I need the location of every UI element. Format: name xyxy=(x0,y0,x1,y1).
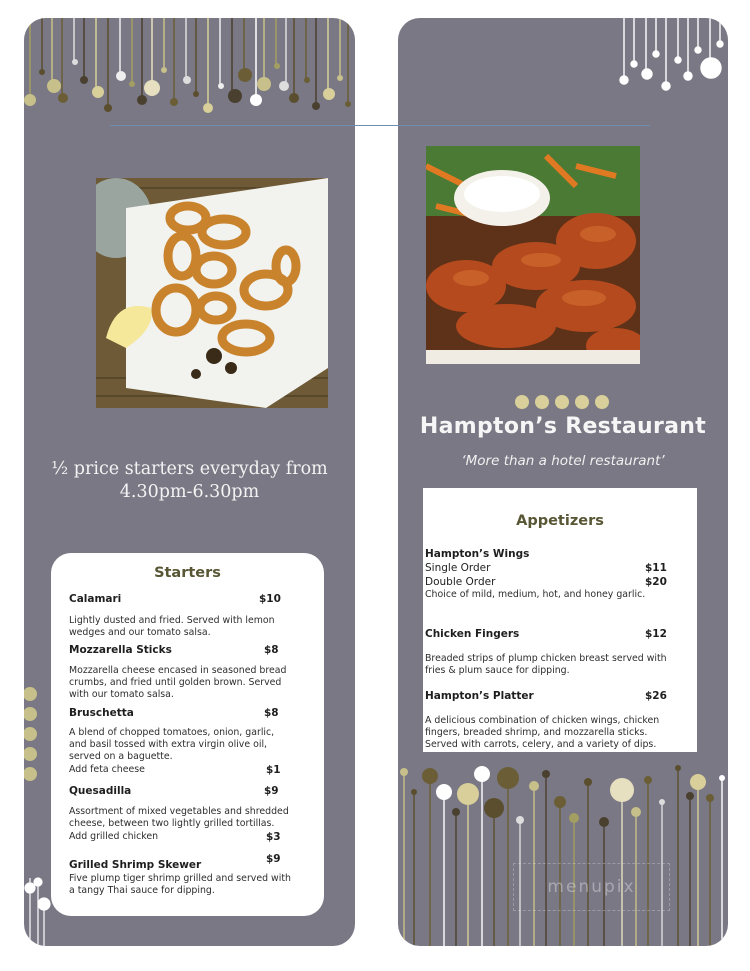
promo-line-1: ½ price starters everyday from xyxy=(51,459,328,479)
item-shrimp-price: $9 xyxy=(266,853,281,865)
starters-title: Starters xyxy=(154,565,221,581)
dot-1 xyxy=(515,395,529,409)
dot-3 xyxy=(555,395,569,409)
item-platter-desc-2: fingers, breaded shrimp, and mozzarella sticks. xyxy=(425,727,648,738)
standing-dots-decoration-bottom xyxy=(398,758,728,946)
item-bruschetta-addon-price: $1 xyxy=(266,764,281,776)
item-bruschetta-desc-2: and basil tossed with extra virgin olive oil, xyxy=(69,739,268,750)
item-quesadilla-addon-price: $3 xyxy=(266,831,281,843)
item-mozzarella-desc-3: with our tomato salsa. xyxy=(69,689,174,700)
calamari-photo xyxy=(96,178,328,408)
promo-line-2: 4.30pm-6.30pm xyxy=(119,482,260,502)
item-platter-name: Hampton’s Platter xyxy=(425,690,534,702)
item-calamari-name: Calamari xyxy=(69,593,122,605)
item-bruschetta-name: Bruschetta xyxy=(69,707,134,719)
side-dots-decoration xyxy=(24,678,44,788)
decorative-dots-row xyxy=(515,394,615,413)
item-mozzarella-price: $8 xyxy=(264,644,279,656)
hanging-dots-decoration-top-right xyxy=(398,18,728,108)
watermark: menupix xyxy=(513,863,670,911)
chicken-wings-photo xyxy=(426,146,640,364)
item-fingers-desc-1: Breaded strips of plump chicken breast served with xyxy=(425,653,667,664)
item-fingers-name: Chicken Fingers xyxy=(425,628,520,640)
item-quesadilla-name: Quesadilla xyxy=(69,785,132,797)
restaurant-name: Hampton’s Restaurant xyxy=(419,414,707,439)
item-wings-single-price: $11 xyxy=(645,562,667,574)
item-platter-desc-1: A delicious combination of chicken wings, chicken xyxy=(425,715,660,726)
item-bruschetta-price: $8 xyxy=(264,707,279,719)
hanging-dots-decoration-top xyxy=(24,18,355,118)
item-quesadilla-addon: Add grilled chicken xyxy=(69,831,159,842)
item-wings-desc: Choice of mild, medium, hot, and honey garlic. xyxy=(425,589,646,600)
starters-card xyxy=(51,553,324,916)
item-bruschetta-desc-1: A blend of chopped tomatoes, onion, garlic, xyxy=(69,727,275,738)
item-shrimp-desc-1: Five plump tiger shrimp grilled and served with xyxy=(69,873,291,884)
appetizers-panel xyxy=(398,18,728,946)
item-mozzarella-desc-1: Mozzarella cheese encased in seasoned bread xyxy=(69,665,287,676)
item-calamari-desc-1: Lightly dusted and fried. Served with lemon xyxy=(69,615,275,626)
item-platter-price: $26 xyxy=(645,690,667,702)
item-bruschetta-desc-3: served on a baguette. xyxy=(69,751,173,762)
item-calamari-price: $10 xyxy=(259,593,281,605)
item-fingers-desc-2: fries & plum sauce for dipping. xyxy=(425,665,570,676)
item-mozzarella-desc-2: crumbs, and fried until golden brown. Served xyxy=(69,677,282,688)
dot-2 xyxy=(535,395,549,409)
item-fingers-price: $12 xyxy=(645,628,667,640)
item-wings-name: Hampton’s Wings xyxy=(425,548,530,560)
item-wings-double-label: Double Order xyxy=(425,576,496,588)
restaurant-tagline: ‘More than a hotel restaurant’ xyxy=(461,453,665,469)
divider-line xyxy=(110,125,650,126)
item-bruschetta-addon: Add feta cheese xyxy=(69,764,145,775)
item-wings-double-price: $20 xyxy=(645,576,667,588)
item-quesadilla-desc-1: Assortment of mixed vegetables and shredded xyxy=(69,806,289,817)
appetizers-card xyxy=(423,488,697,752)
appetizers-title: Appetizers xyxy=(516,513,604,529)
item-wings-single-label: Single Order xyxy=(425,562,491,574)
item-quesadilla-desc-2: cheese, between two lightly grilled tortillas. xyxy=(69,818,275,829)
item-shrimp-desc-2: a tangy Thai sauce for dipping. xyxy=(69,885,215,896)
item-platter-desc-3: Served with carrots, celery, and a variety of dips. xyxy=(425,739,657,750)
item-calamari-desc-2: wedges and our tomato salsa. xyxy=(69,627,211,638)
item-shrimp-name: Grilled Shrimp Skewer xyxy=(69,859,202,871)
item-mozzarella-name: Mozzarella Sticks xyxy=(69,644,172,656)
starters-panel xyxy=(24,18,355,946)
item-quesadilla-price: $9 xyxy=(264,785,279,797)
dot-5 xyxy=(595,395,609,409)
dot-4 xyxy=(575,395,589,409)
